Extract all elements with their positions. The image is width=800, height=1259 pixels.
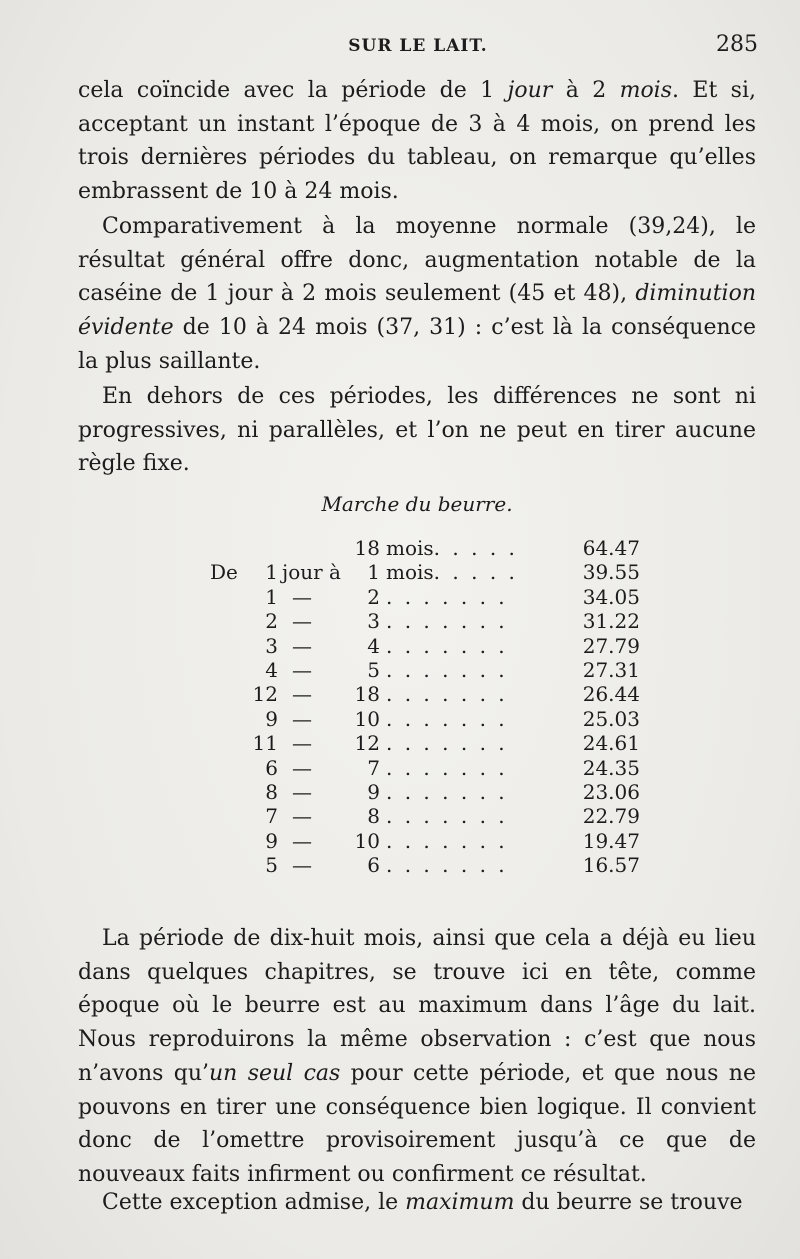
row-prefix: De	[210, 560, 238, 585]
period-separator: —	[292, 706, 312, 731]
unit-and-leader	[386, 560, 518, 584]
period-separator: jour à	[282, 560, 341, 585]
period-separator: —	[292, 779, 312, 804]
period-separator: —	[292, 657, 312, 682]
text-run: Comparativement à la moyenne normale (39,24), le résultat général offre donc, augmentation notable de la caséine de 1 jour à 2 mois seulement (45 et 48),	[78, 214, 756, 307]
table-row	[200, 585, 640, 609]
period-end: 8	[367, 804, 380, 829]
italic-text: un seul cas	[209, 1060, 341, 1086]
period-separator: —	[292, 755, 312, 780]
period-start: 8	[265, 779, 278, 804]
unit-and-leader	[386, 804, 508, 828]
italic-text: maximum	[405, 1190, 515, 1215]
text-run: En dehors de ces périodes, les différences ne sont ni progressives, ni parallèles, et l’on ne peut en tirer aucune règle fixe.	[78, 384, 756, 477]
period-start: 11	[252, 731, 278, 756]
paragraph-differences	[78, 380, 756, 481]
period-separator: —	[292, 804, 312, 829]
table-row	[200, 560, 640, 584]
period-start: 2	[265, 609, 278, 634]
table-row	[200, 609, 640, 633]
butter-value: 25.03	[582, 706, 640, 731]
period-end: 7	[367, 755, 380, 780]
period-end: 12	[354, 731, 380, 756]
table-row	[200, 682, 640, 706]
unit-and-leader	[386, 707, 508, 731]
period-separator: —	[292, 853, 312, 878]
text-run: de 10 à 24 mois (37, 31) : c’est là la conséquence la plus saillante.	[78, 315, 756, 374]
paragraph	[78, 74, 756, 209]
text-run: pour cette période, et que nous ne pouvons en tirer une conséquence bien logique. Il convient donc de l’omettre provisoirement jusqu’à ce que de nouveaux faits infirment ou confirment ce résultat.	[78, 1060, 756, 1187]
running-head: SUR LE LAIT.	[348, 36, 488, 56]
table-row	[200, 756, 640, 780]
page-number: 285	[716, 32, 758, 57]
dot-leader: . . . . . . .	[386, 828, 508, 853]
unit-and-leader	[386, 780, 508, 804]
dot-leader: . . . . . . .	[386, 609, 508, 634]
unit-and-leader	[386, 536, 518, 560]
butter-value: 27.79	[582, 633, 640, 658]
butter-value: 64.47	[582, 536, 640, 560]
butter-value: 19.47	[582, 828, 640, 853]
dot-leader: . . . . . . .	[386, 584, 508, 609]
paragraph	[78, 380, 756, 481]
unit-and-leader	[386, 829, 508, 853]
dot-leader: . . . . .	[433, 536, 518, 560]
butter-value: 16.57	[582, 853, 640, 878]
unit-and-leader	[386, 585, 508, 609]
unit-and-leader	[386, 658, 508, 682]
unit-and-leader	[386, 609, 508, 633]
dot-leader: . . . . . . .	[386, 853, 508, 878]
dot-leader: . . . . .	[433, 560, 518, 585]
paragraph-comparison	[78, 210, 756, 379]
butter-value: 31.22	[582, 609, 640, 634]
period-end: 3	[367, 609, 380, 634]
period-separator: —	[292, 682, 312, 707]
period-start: 6	[265, 755, 278, 780]
period-end: 10	[354, 706, 380, 731]
period-start: 5	[265, 853, 278, 878]
unit-and-leader	[386, 731, 508, 755]
table-row	[200, 780, 640, 804]
period-start: 9	[265, 828, 278, 853]
period-end: 5	[367, 657, 380, 682]
dot-leader: . . . . . . .	[386, 682, 508, 707]
dot-leader: . . . . . . .	[386, 779, 508, 804]
butter-value: 24.61	[582, 731, 640, 756]
period-end: 6	[367, 853, 380, 878]
dot-leader: . . . . . . .	[386, 755, 508, 780]
period-end: 4	[367, 633, 380, 658]
period-start: 3	[265, 633, 278, 658]
butter-table	[200, 536, 640, 877]
table-row	[200, 707, 640, 731]
text-run: Cette exception admise, le	[102, 1190, 406, 1215]
period-separator: —	[292, 584, 312, 609]
period-start: 1	[265, 560, 278, 585]
unit-and-leader	[386, 634, 508, 658]
dot-leader: . . . . . . .	[386, 804, 508, 829]
dot-leader: . . . . . . .	[386, 633, 508, 658]
period-separator: —	[292, 828, 312, 853]
dot-leader: . . . . . . .	[386, 706, 508, 731]
table-row	[200, 658, 640, 682]
unit-and-leader	[386, 853, 508, 877]
unit-and-leader	[386, 682, 508, 706]
butter-value: 27.31	[582, 657, 640, 682]
italic-text: mois	[619, 78, 673, 103]
period-end: 10	[354, 828, 380, 853]
text-run: à 2	[552, 78, 620, 103]
butter-value: 26.44	[582, 682, 640, 707]
table-row	[200, 829, 640, 853]
unit-label: mois	[386, 560, 434, 585]
paragraph-continued	[78, 74, 756, 209]
text-run: du beurre se trouve	[514, 1190, 743, 1215]
butter-value: 24.35	[582, 755, 640, 780]
table-row	[200, 804, 640, 828]
italic-text: diminution évidente	[78, 281, 756, 341]
paragraph	[78, 210, 756, 379]
period-end: 9	[367, 779, 380, 804]
period-start: 7	[265, 804, 278, 829]
table-title: Marche du beurre.	[321, 492, 513, 516]
paragraph-eighteen-months	[78, 922, 756, 1192]
butter-value: 39.55	[582, 560, 640, 585]
period-end: 18	[354, 682, 380, 707]
butter-value: 23.06	[582, 779, 640, 804]
period-start: 1	[265, 584, 278, 609]
table-row	[200, 536, 640, 560]
period-end: 1	[367, 560, 380, 585]
table-row	[200, 634, 640, 658]
butter-value: 22.79	[582, 804, 640, 829]
period-start: 12	[252, 682, 278, 707]
butter-value: 34.05	[582, 584, 640, 609]
period-start: 4	[265, 657, 278, 682]
paragraph	[78, 922, 756, 1192]
text-run: La période de dix-huit mois, ainsi que cela a déjà eu lieu dans quelques chapitres, se trouve ici en tête, comme époque où le beurre est au maximum dans l’âge du lait. Nous reproduirons la même observation : c’est que nous n’avons qu’	[78, 926, 756, 1086]
unit-and-leader	[386, 756, 508, 780]
italic-text: jour	[507, 78, 553, 103]
paragraph-exception	[78, 1186, 756, 1220]
period-separator: —	[292, 609, 312, 634]
table-row	[200, 853, 640, 877]
dot-leader: . . . . . . .	[386, 731, 508, 756]
text-run: cela coïncide avec la période de 1	[78, 78, 508, 103]
paragraph	[78, 1186, 756, 1220]
table-row	[200, 731, 640, 755]
period-end: 2	[367, 584, 380, 609]
dot-leader: . . . . . . .	[386, 657, 508, 682]
period-separator: —	[292, 731, 312, 756]
text-run: . Et si, acceptant un instant l’époque de 3 à 4 mois, on prend les trois dernières périodes du tableau, on remarque qu’elles embrassent de 10 à 24 mois.	[78, 78, 756, 205]
unit-label: mois	[386, 536, 434, 560]
period-separator: —	[292, 633, 312, 658]
page-header	[78, 32, 758, 62]
period-end: 18	[354, 536, 380, 560]
period-start: 9	[265, 706, 278, 731]
